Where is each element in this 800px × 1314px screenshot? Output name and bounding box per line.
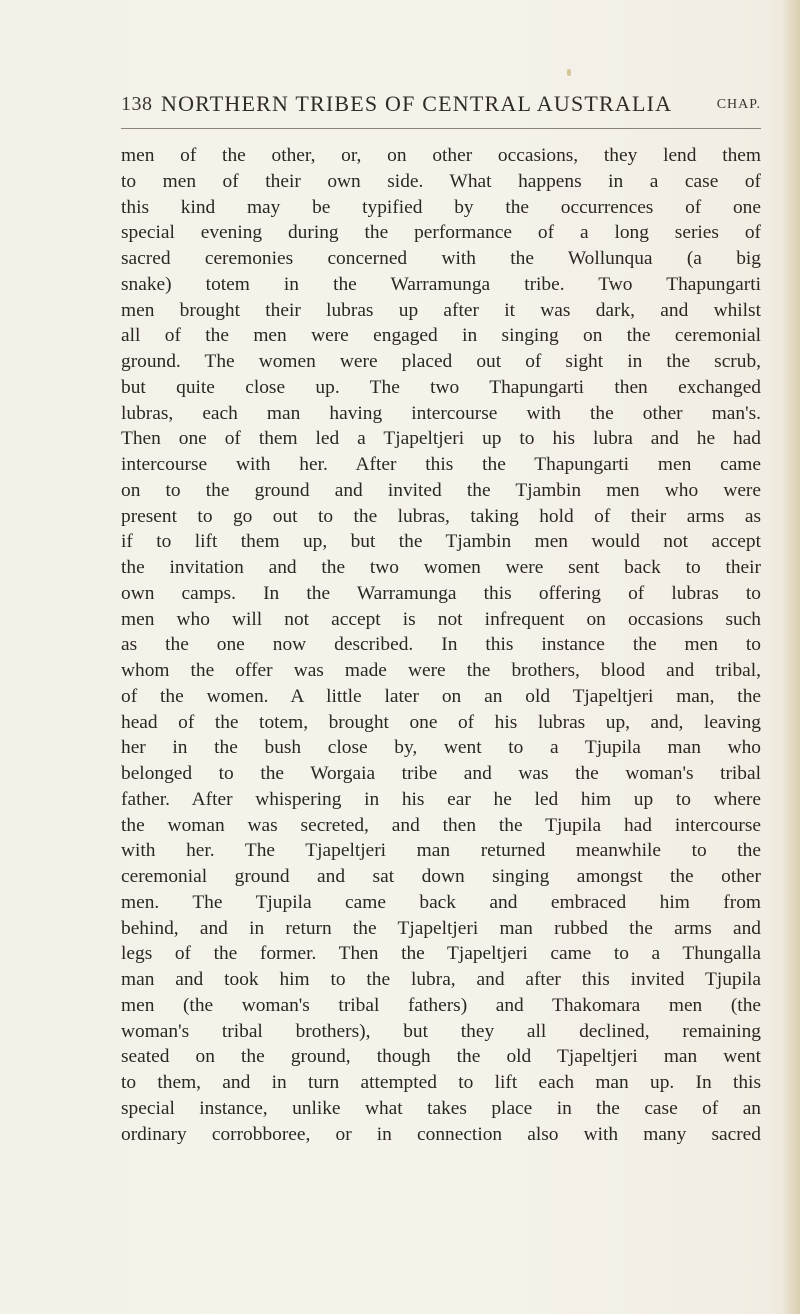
text-line: special evening during the performance of a long series of — [121, 222, 761, 244]
text-line: the woman was secreted, and then the Tjupila had intercourse — [121, 814, 761, 836]
text-line: snake) totem in the Warramunga tribe. Two Thapungarti — [121, 273, 761, 295]
text-line: belonged to the Worgaia tribe and was the woman's tribal — [121, 763, 761, 784]
text-line: to them, and in turn attempted to lift each man up. In this — [121, 1072, 761, 1093]
text-line: ground. The women were placed out of sight in the scrub, — [121, 351, 761, 372]
text-line: whom the offer was made were the brothers, blood and tribal, — [121, 660, 761, 681]
text-line: sacred ceremonies concerned with the Wollunqua (a big — [121, 248, 761, 269]
text-line: woman's tribal brothers), but they all declined, remaining — [121, 1020, 761, 1042]
text-line: own camps. In the Warramunga this offering of lubras to — [121, 582, 761, 604]
text-line: to men of their own side. What happens in a case of — [121, 170, 761, 192]
text-line: ordinary corrobboree, or in connection also with many sacred — [121, 1123, 761, 1145]
body-text — [121, 143, 761, 1147]
text-line: men (the woman's tribal fathers) and Thakomara men (the — [121, 994, 761, 1016]
text-line: men. The Tjupila came back and embraced him from — [121, 891, 761, 913]
text-line: man and took him to the lubra, and after this invited Tjupila — [121, 969, 761, 990]
text-line: special instance, unlike what takes place in the case of an — [121, 1097, 761, 1119]
text-line: lubras, each man having intercourse with the other man's. — [121, 402, 761, 424]
text-line: Then one of them led a Tjapeltjeri up to his lubra and he had — [121, 428, 761, 450]
text-line: but quite close up. The two Thapungarti then exchanged — [121, 376, 761, 398]
text-line: men of the other, or, on other occasions, they lend them — [121, 145, 761, 166]
text-line: behind, and in return the Tjapeltjeri man rubbed the arms and — [121, 917, 761, 939]
text-line: all of the men were engaged in singing on the ceremonial — [121, 325, 761, 347]
page-edge-shadow — [782, 0, 800, 1314]
text-line: present to go out to the lubras, taking hold of their arms as — [121, 505, 761, 527]
text-line: as the one now described. In this instance the men to — [121, 634, 761, 656]
text-line: seated on the ground, though the old Tjapeltjeri man went — [121, 1046, 761, 1068]
text-line: head of the totem, brought one of his lubras up, and, leaving — [121, 711, 761, 733]
text-line: of the women. A little later on an old Tjapeltjeri man, the — [121, 685, 761, 707]
header-rule — [121, 128, 761, 129]
running-head-title: NORTHERN TRIBES OF CENTRAL AUSTRALIA — [161, 91, 673, 116]
text-line: her in the bush close by, went to a Tjupila man who — [121, 737, 761, 759]
page-number: 138 — [121, 93, 153, 115]
text-line: intercourse with her. After this the Thapungarti men came — [121, 454, 761, 475]
text-line: legs of the former. Then the Tjapeltjeri came to a Thungalla — [121, 943, 761, 965]
paper-speck — [567, 69, 571, 76]
text-line: father. After whispering in his ear he led him up to where — [121, 788, 761, 810]
text-line: this kind may be typified by the occurrences of one — [121, 196, 761, 218]
running-header — [121, 91, 761, 125]
text-line: with her. The Tjapeltjeri man returned meanwhile to the — [121, 840, 761, 862]
text-line: ceremonial ground and sat down singing amongst the other — [121, 866, 761, 887]
text-line: men brought their lubras up after it was dark, and whilst — [121, 299, 761, 321]
chapter-abbreviation: CHAP. — [716, 97, 761, 112]
text-line: men who will not accept is not infrequent on occasions such — [121, 608, 761, 630]
text-line: if to lift them up, but the Tjambin men would not accept — [121, 531, 761, 553]
text-line: on to the ground and invited the Tjambin men who were — [121, 479, 761, 501]
text-line: the invitation and the two women were sent back to their — [121, 557, 761, 578]
